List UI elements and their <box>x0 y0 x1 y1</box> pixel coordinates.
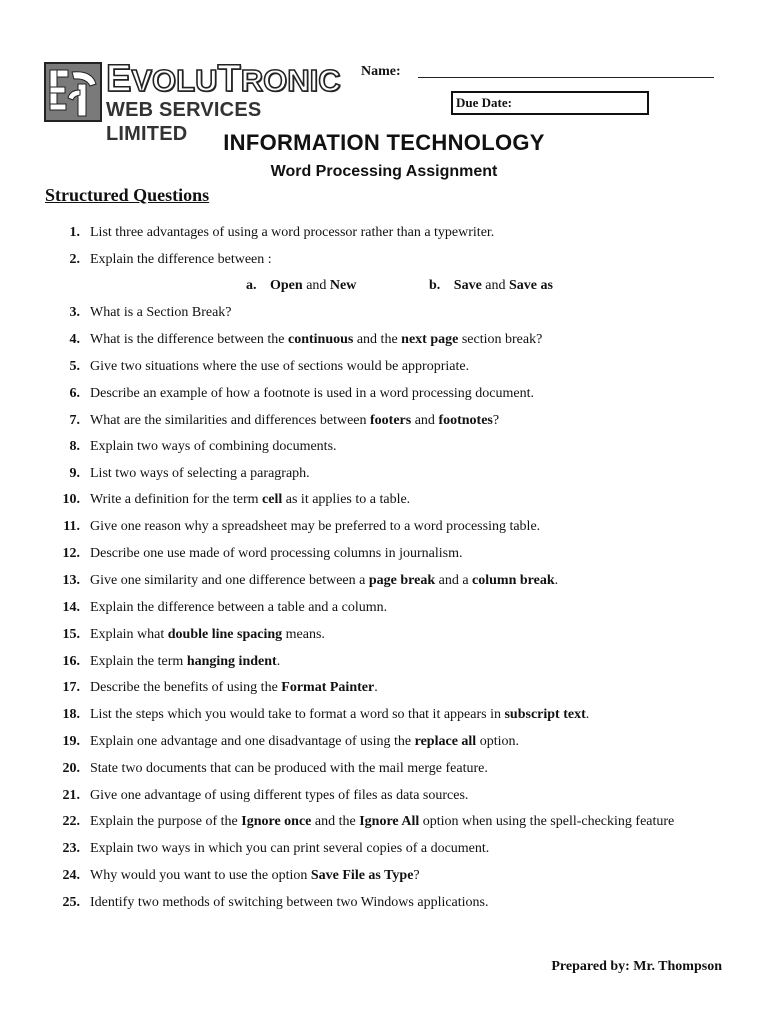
question-item <box>0 437 768 457</box>
text-run: ? <box>413 868 420 883</box>
text-run: Explain the term <box>90 654 187 669</box>
bold-term: replace all <box>414 734 477 749</box>
text-run: Explain two ways in which you can print several copies of a document. <box>90 841 490 856</box>
bold-term: Save as <box>509 278 553 293</box>
page-title: INFORMATION TECHNOLOGY <box>223 130 545 155</box>
bold-term: hanging indent <box>186 654 277 669</box>
bold-term: next page <box>401 332 459 347</box>
due-date-label: Due Date: <box>456 95 512 110</box>
bold-term: Ignore once <box>241 814 312 829</box>
question-number: 19. <box>62 734 80 749</box>
bold-term: Ignore All <box>359 814 420 829</box>
prepared-by: Prepared by: Mr. Thompson <box>551 959 722 974</box>
text-run: option. <box>476 734 519 749</box>
bold-term: column break <box>472 573 555 588</box>
text-run: and a <box>435 573 473 588</box>
text-run: Explain one advantage and one disadvantage of using the <box>90 734 415 749</box>
question-number: 24. <box>62 868 80 883</box>
question-number: 14. <box>62 600 80 615</box>
question-text <box>90 250 272 270</box>
question-item <box>0 223 768 243</box>
logo-subtitle: WEB SERVICES LIMITED <box>106 99 262 145</box>
question-text <box>90 330 542 350</box>
question-number: 23. <box>62 841 80 856</box>
question-text <box>90 517 540 537</box>
question-number: 17. <box>62 680 80 695</box>
question-item <box>0 625 768 645</box>
question-text <box>90 384 534 404</box>
question-text <box>90 544 462 564</box>
text-run: Describe one use made of word processing columns in journalism. <box>90 546 463 561</box>
logo-wordmark: EVOLUTRONIC <box>106 58 341 100</box>
question-number: 1. <box>69 225 80 240</box>
text-run: Write a definition for the term <box>90 492 263 507</box>
question-number: 25. <box>62 895 80 910</box>
name-label: Name: <box>361 64 401 79</box>
question-number: 3. <box>69 305 80 320</box>
bold-term: continuous <box>287 332 354 347</box>
text-run: List two ways of selecting a paragraph. <box>90 466 310 481</box>
bold-term: footers <box>370 413 412 428</box>
question-item <box>0 812 768 832</box>
bold-term: double line spacing <box>167 627 283 642</box>
subitem-label: b. <box>429 278 444 293</box>
subitem-a <box>246 276 356 296</box>
question-text <box>90 678 378 698</box>
question-item <box>0 250 768 270</box>
text-run: List the steps which you would take to format a word so that it appears in <box>90 707 505 722</box>
due-date-box[interactable] <box>451 91 649 115</box>
question-text <box>90 705 589 725</box>
question-text <box>90 866 420 886</box>
question-item <box>0 652 768 672</box>
question-item <box>0 490 768 510</box>
text-run: Describe an example of how a footnote is used in a word processing document. <box>90 386 534 401</box>
question-number: 20. <box>62 761 80 776</box>
question-item <box>0 464 768 484</box>
text-run: means. <box>282 627 325 642</box>
logo-mark-icon <box>44 62 102 122</box>
question-text <box>90 357 469 377</box>
question-text <box>90 732 519 752</box>
question-number: 21. <box>62 788 80 803</box>
question-item <box>0 411 768 431</box>
text-run: . <box>374 680 378 695</box>
subitem-label: a. <box>246 278 260 293</box>
question-text <box>90 223 494 243</box>
text-run: State two documents that can be produced with the mail merge feature. <box>90 761 488 776</box>
bold-term: Save File as Type <box>310 868 414 883</box>
text-run: What is a Section Break? <box>90 305 232 320</box>
bold-term: subscript text <box>504 707 586 722</box>
question-item <box>0 357 768 377</box>
question-number: 11. <box>63 519 80 534</box>
question-number: 4. <box>69 332 80 347</box>
question-item <box>0 759 768 779</box>
question-text <box>90 303 232 323</box>
question-text <box>90 812 674 832</box>
text-run: Identify two methods of switching between two Windows applications. <box>90 895 489 910</box>
text-run: Explain what <box>90 627 168 642</box>
question-item <box>0 330 768 350</box>
question-item <box>0 678 768 698</box>
question-text <box>90 839 489 859</box>
name-field-line[interactable] <box>418 77 714 78</box>
question-item <box>0 544 768 564</box>
question-number: 16. <box>62 654 80 669</box>
question-text <box>90 490 410 510</box>
text-run: Explain the difference between a table and a column. <box>90 600 388 615</box>
question-item <box>0 303 768 323</box>
question-number: 6. <box>69 386 80 401</box>
question-item <box>0 598 768 618</box>
question-text <box>90 437 337 457</box>
text-run: Explain two ways of combining documents. <box>90 439 337 454</box>
text-run: ? <box>492 413 500 428</box>
question-number: 8. <box>69 439 80 454</box>
question-number: 13. <box>62 573 80 588</box>
bold-term: New <box>329 278 357 293</box>
section-heading: Structured Questions <box>45 185 210 205</box>
question-text <box>90 411 499 431</box>
question-text <box>90 759 488 779</box>
question-text <box>90 464 310 484</box>
question-text <box>90 571 558 591</box>
question-item <box>0 786 768 806</box>
question-item <box>0 517 768 537</box>
text-run: option when using the spell-checking feature <box>419 814 675 829</box>
question-text <box>90 893 489 913</box>
bold-term: Open <box>270 278 303 293</box>
text-run: List three advantages of using a word processor rather than a typewriter. <box>90 225 495 240</box>
question-number: 7. <box>69 413 80 428</box>
question-item <box>0 732 768 752</box>
question-number: 9. <box>69 466 80 481</box>
bold-term: footnotes <box>438 413 493 428</box>
question-item <box>0 571 768 591</box>
bold-term: cell <box>262 492 283 507</box>
question-text <box>90 786 468 806</box>
question-item <box>0 893 768 913</box>
question-number: 18. <box>62 707 80 722</box>
page-subtitle: Word Processing Assignment <box>270 163 498 180</box>
question-item <box>0 705 768 725</box>
text-run: . <box>554 573 559 588</box>
text-run: . <box>585 707 590 722</box>
question-number: 15. <box>62 627 80 642</box>
text-run: Give one advantage of using different types of files as data sources. <box>90 788 469 803</box>
question-number: 5. <box>69 359 80 374</box>
question-number: 22. <box>62 814 80 829</box>
text-run: as it applies to a table. <box>282 492 411 507</box>
bold-term: Save <box>453 278 482 293</box>
company-logo <box>44 58 341 145</box>
text-run: Give one reason why a spreadsheet may be preferred to a word processing table. <box>90 519 541 534</box>
text-run: section break? <box>458 332 543 347</box>
text-run: Explain the purpose of the <box>90 814 242 829</box>
text-run: and <box>481 278 510 293</box>
question-item <box>0 839 768 859</box>
text-run: and <box>302 278 330 293</box>
question-text <box>90 625 325 645</box>
text-run: . <box>276 654 281 669</box>
text-run: and the <box>311 814 360 829</box>
question-text <box>90 652 280 672</box>
bold-term: Format Painter <box>281 680 375 695</box>
question-number: 12. <box>62 546 80 561</box>
question-number: 2. <box>69 252 80 267</box>
text-run: Explain the difference between : <box>90 252 272 267</box>
text-run: What is the difference between the <box>90 332 288 347</box>
text-run: Give one similarity and one difference between a <box>90 573 369 588</box>
text-run: and the <box>353 332 402 347</box>
bold-term: page break <box>368 573 436 588</box>
text-run: and <box>411 413 439 428</box>
text-run: What are the similarities and differences between <box>90 413 371 428</box>
question-item <box>0 384 768 404</box>
text-run: Describe the benefits of using the <box>90 680 282 695</box>
text-run: Give two situations where the use of sections would be appropriate. <box>90 359 470 374</box>
question-number: 10. <box>62 492 80 507</box>
text-run: Why would you want to use the option <box>90 868 311 883</box>
question-text <box>90 598 387 618</box>
subitem-b <box>429 276 553 296</box>
question-item <box>0 866 768 886</box>
